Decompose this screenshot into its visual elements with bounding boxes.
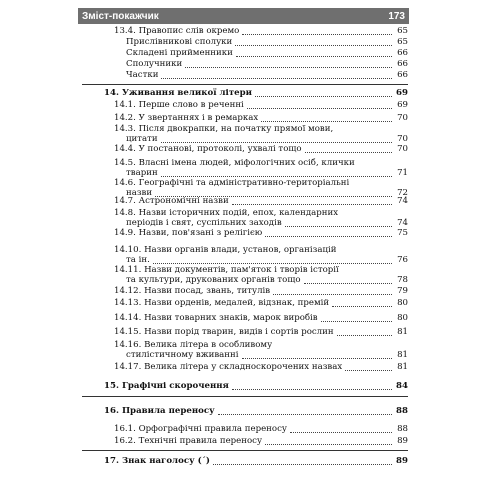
toc-page-number: 89 xyxy=(397,436,408,446)
section-divider xyxy=(82,396,408,397)
running-header xyxy=(78,8,409,24)
dot-leader xyxy=(265,436,392,445)
toc-entry-title: 14.11. Назви документів, пам'яток і творів історії xyxy=(114,265,339,275)
dot-leader xyxy=(247,100,392,109)
toc-page-number: 79 xyxy=(397,286,408,296)
toc-entry-title: Частки xyxy=(126,70,159,80)
toc-entry-title: 14.16. Велика літера в особливому xyxy=(114,340,273,350)
toc-entry-title: 14.8. Назви історичних подій, епох, календарних xyxy=(114,208,339,218)
toc-page-number: 65 xyxy=(397,26,408,36)
toc-entry-title-cont: та ін. xyxy=(126,255,150,265)
toc-page-number: 75 xyxy=(397,228,408,238)
dot-leader xyxy=(161,168,392,177)
toc-page-number: 81 xyxy=(397,350,408,360)
toc-entry-title: 14.2. У звертаннях і в ремарках xyxy=(114,113,259,123)
toc-page-number: 66 xyxy=(397,70,408,80)
toc-page-number: 70 xyxy=(397,144,408,154)
section-divider xyxy=(82,450,408,451)
toc-entry-title: 13.4. Правопис слів окремо xyxy=(114,26,240,36)
dot-leader xyxy=(232,196,392,205)
toc-entry-title: 14.7. Астрономічні назви xyxy=(114,196,229,206)
toc-page-number: 81 xyxy=(397,362,408,372)
toc-entry-title: 14.12. Назви посад, звань, титулів xyxy=(114,286,271,296)
toc-entry-title: 14.14. Назви товарних знаків, марок виробів xyxy=(114,313,318,323)
toc-page-number: 81 xyxy=(397,327,408,337)
dot-leader xyxy=(304,275,392,284)
dot-leader xyxy=(285,218,392,227)
toc-entry-title-cont: стилістичному вживанні xyxy=(126,350,239,360)
dot-leader xyxy=(185,59,392,68)
toc-entry-title: 14.9. Назви, пов'язані з релігією xyxy=(114,228,263,238)
toc-entry-title: Складені прийменники xyxy=(126,48,233,58)
toc-page-number: 66 xyxy=(397,48,408,58)
toc-entry-title: 17. Знак наголосу (´) xyxy=(104,456,210,466)
running-header-title: Зміст-покажчик xyxy=(82,10,159,22)
toc-entry-title-cont: тварин xyxy=(126,168,158,178)
toc-page-number: 72 xyxy=(397,188,408,198)
toc-page-number: 89 xyxy=(396,456,408,466)
dot-leader xyxy=(232,381,392,390)
toc-entry-title: 14.1. Перше слово в реченні xyxy=(114,100,244,110)
toc-page-number: 84 xyxy=(396,381,408,391)
section-divider xyxy=(82,84,408,85)
page-number: 173 xyxy=(388,10,405,22)
toc-entry-title: 15. Графічні скорочення xyxy=(104,381,229,391)
dot-leader xyxy=(213,456,392,465)
dot-leader xyxy=(235,37,392,46)
toc-page-number: 88 xyxy=(396,406,408,416)
toc-page-number: 76 xyxy=(397,255,408,265)
toc-entry-title: 14.4. У постанові, протоколі, ухвалі тощо xyxy=(114,144,302,154)
dot-leader xyxy=(236,48,392,57)
dot-leader xyxy=(321,313,392,322)
toc-entry-title-cont: та культури, друкованих органів тощо xyxy=(126,275,301,285)
toc-entry-title: 14.15. Назви порід тварин, видів і сортів рослин xyxy=(114,327,334,337)
dot-leader xyxy=(161,70,392,79)
dot-leader xyxy=(332,298,392,307)
toc-page-number: 65 xyxy=(397,37,408,47)
toc-entry-title-cont: періодів і свят, суспільних заходів xyxy=(126,218,282,228)
dot-leader xyxy=(345,362,392,371)
toc-entry-title-cont: назви xyxy=(126,188,153,198)
toc-entry-title: 14.5. Власні імена людей, міфологічних осіб, клички xyxy=(114,158,355,168)
toc-page-number: 69 xyxy=(396,88,408,98)
dot-leader xyxy=(161,134,392,143)
toc-page-number: 69 xyxy=(397,100,408,110)
toc-entry-title: 16.2. Технічні правила переносу xyxy=(114,436,263,446)
toc-entry-title: Прислівникові сполуки xyxy=(126,37,233,47)
toc-page-number: 80 xyxy=(397,313,408,323)
toc-page-number: 71 xyxy=(397,168,408,178)
dot-leader xyxy=(261,113,392,122)
dot-leader xyxy=(218,406,392,415)
toc-page-number: 78 xyxy=(397,275,408,285)
toc-entry-title-cont: цитати xyxy=(126,134,158,144)
dot-leader xyxy=(242,26,392,35)
toc-entry-title: 14.6. Географічні та адміністративно-територіальні xyxy=(114,178,350,188)
toc-entry-title: 16.1. Орфографічні правила переносу xyxy=(114,424,287,434)
toc-entry-title: 14.3. Після двокрапки, на початку прямої мови, xyxy=(114,124,334,134)
toc-entry-title: 14. Уживання великої літери xyxy=(104,88,252,98)
dot-leader xyxy=(273,286,392,295)
dot-leader xyxy=(255,88,392,97)
toc-page-number: 80 xyxy=(397,298,408,308)
toc-entry-title: 14.17. Велика літера у складноскорочених назвах xyxy=(114,362,343,372)
dot-leader xyxy=(153,255,392,264)
dot-leader xyxy=(305,144,392,153)
toc-page-number: 70 xyxy=(397,134,408,144)
toc-entry-title: Сполучники xyxy=(126,59,183,69)
dot-leader xyxy=(265,228,392,237)
toc-page-number: 74 xyxy=(397,218,408,228)
toc-page-number: 66 xyxy=(397,59,408,69)
dot-leader xyxy=(337,327,392,336)
dot-leader xyxy=(290,424,392,433)
toc-page-number: 74 xyxy=(397,196,408,206)
toc-page-number: 70 xyxy=(397,113,408,123)
toc-entry-title: 14.10. Назви органів влади, установ, організацій xyxy=(114,245,337,255)
dot-leader xyxy=(242,350,392,359)
toc-page-number: 88 xyxy=(397,424,408,434)
toc-entry-title: 14.13. Назви орденів, медалей, відзнак, премій xyxy=(114,298,330,308)
toc-entry-title: 16. Правила переносу xyxy=(104,406,215,416)
